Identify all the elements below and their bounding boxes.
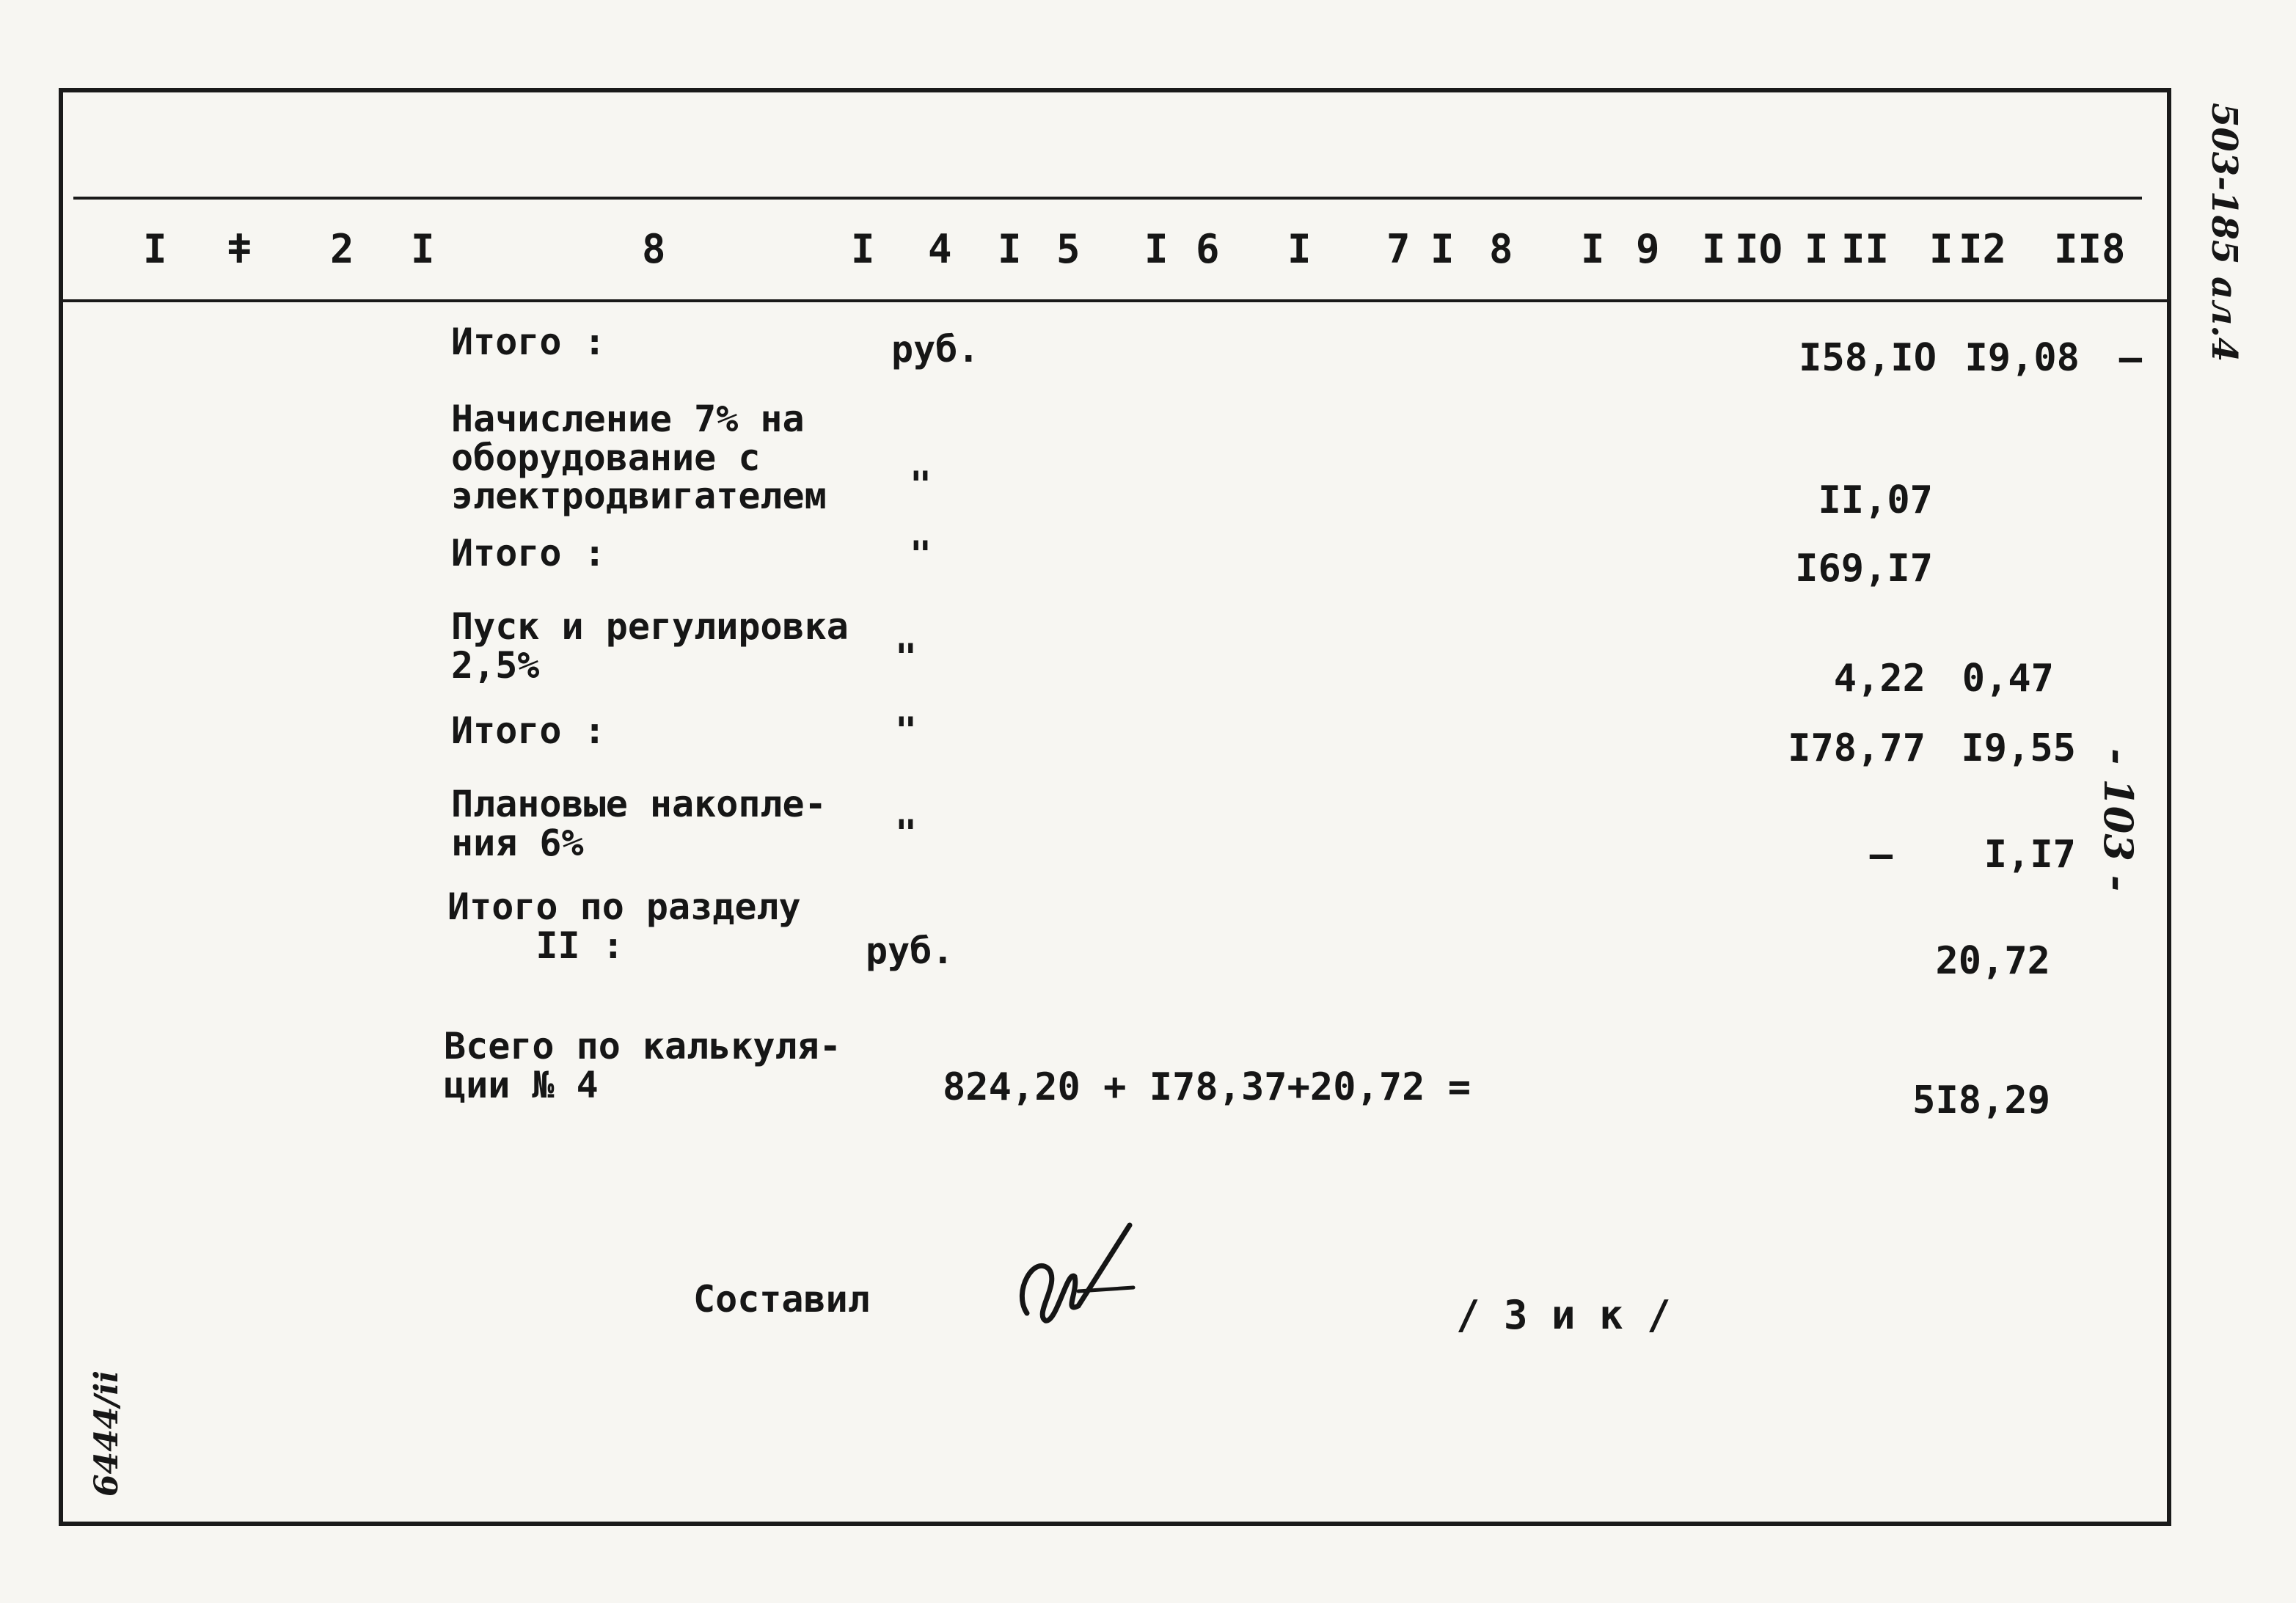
col-header-sep: I (1144, 226, 1169, 272)
col-header-sep: I (1581, 226, 1605, 272)
header-bottom-rule (62, 299, 2171, 302)
col-header-12: I2 (1959, 226, 2007, 272)
row-unit: " (910, 464, 932, 506)
row-col12-value: 20,72 (1935, 939, 2050, 983)
col-header-3: 8 (642, 226, 666, 272)
row-unit: " (895, 636, 918, 679)
row-label: Итого : (451, 532, 606, 574)
row-col11-value: I69,I7 (1795, 547, 1933, 591)
row-label: Итого по разделу II : (447, 886, 801, 967)
compiler-name: / З и к / (1456, 1292, 1671, 1338)
row-col12-value: 5I8,29 (1912, 1078, 2050, 1122)
row-label: Плановые накопле- ния 6% (451, 783, 827, 864)
row-col12-value: I9,55 (1961, 726, 2076, 770)
col-header-4: 4 (928, 226, 952, 272)
row-col13-value: – (2118, 336, 2142, 380)
header-top-rule (73, 197, 2142, 200)
col-header-sep: ǂ (227, 226, 252, 272)
row-unit: руб. (891, 328, 980, 370)
col-header-sep: I (1430, 226, 1455, 272)
row-col11-value: – (1869, 833, 1893, 877)
col-header-sep: I (1929, 226, 1953, 272)
col-header-8: 8 (1489, 226, 1513, 272)
col-header-sep: I (851, 226, 875, 272)
col-header-6: 6 (1196, 226, 1220, 272)
col-header-7: 7 (1386, 226, 1411, 272)
calculation-formula: 824,20 + I78,37+20,72 = (943, 1065, 1471, 1109)
col-header-1: I (143, 226, 167, 272)
row-col11-value: 4,22 (1833, 657, 1926, 701)
col-header-13: II8 (2054, 226, 2126, 272)
row-col12-value: 0,47 (1962, 657, 2054, 701)
col-header-11: II (1841, 226, 1890, 272)
row-col11-value: I58,IO (1799, 336, 1937, 380)
row-unit: " (910, 533, 932, 576)
row-label: Итого : (451, 709, 606, 752)
row-col12-value: I,I7 (1984, 833, 2076, 877)
row-col12-value: I9,08 (1964, 336, 2080, 380)
row-unit: руб. (866, 930, 954, 972)
row-unit: " (895, 709, 918, 752)
row-label: Итого : (451, 321, 606, 363)
page-number: - 103 - (2095, 748, 2142, 892)
archive-code: 6444/ii (88, 1370, 125, 1497)
side-document-code: 503-185 ал.4 (2204, 103, 2245, 362)
col-header-sep: I (998, 226, 1022, 272)
row-col11-value: I78,77 (1788, 726, 1926, 770)
row-col11-value: II,07 (1818, 478, 1933, 522)
row-label: Пуск и регулировка 2,5% (451, 605, 849, 687)
row-label: Всего по калькуля- ции № 4 (444, 1025, 841, 1106)
col-header-9: 9 (1636, 226, 1660, 272)
compiled-by-label: Составил (693, 1278, 870, 1321)
col-header-sep: I (1805, 226, 1829, 272)
col-header-2: 2 (330, 226, 354, 272)
col-header-sep: I (1287, 226, 1312, 272)
row-unit: " (895, 812, 918, 855)
col-header-sep: I (1702, 226, 1726, 272)
col-header-sep: I (411, 226, 435, 272)
col-header-5: 5 (1056, 226, 1081, 272)
row-label: Начисление 7% на оборудование с электродвигателем (451, 398, 827, 517)
col-header-10: IO (1735, 226, 1783, 272)
signature-icon (1005, 1203, 1152, 1335)
